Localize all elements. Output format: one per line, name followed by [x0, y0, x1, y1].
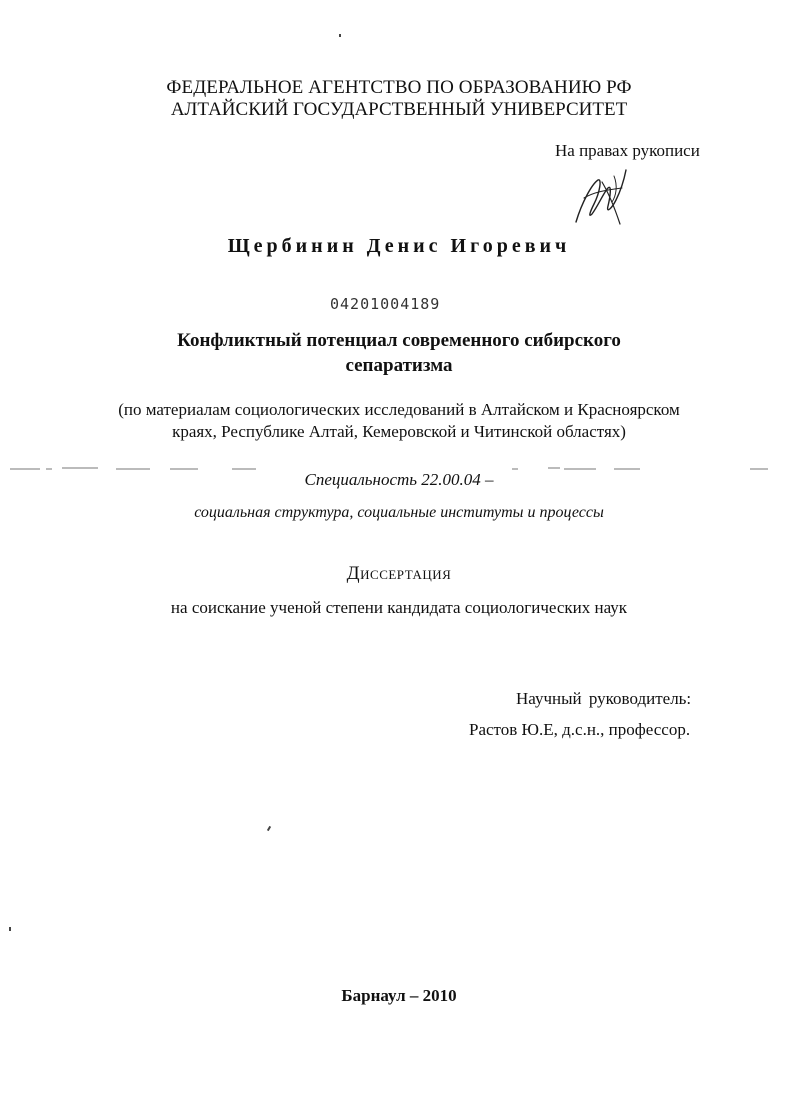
- scan-speck: [9, 927, 11, 931]
- manuscript-note: На правах рукописи: [555, 141, 700, 160]
- document-type: Диссертация: [346, 563, 452, 584]
- dissertation-title-line-1: Конфликтный потенциал современного сибирского: [177, 330, 621, 351]
- scan-speck: [339, 34, 341, 37]
- supervisor-label: Научный руководитель:: [516, 689, 692, 708]
- author-name: Щербинин Денис Игоревич: [227, 235, 571, 257]
- agency-name: ФЕДЕРАЛЬНОЕ АГЕНТСТВО ПО ОБРАЗОВАНИЮ РФ: [166, 77, 632, 98]
- subtitle-line-2: краях, Республике Алтай, Кемеровской и Читинской областях): [172, 422, 626, 441]
- university-name: АЛТАЙСКИЙ ГОСУДАРСТВЕННЫЙ УНИВЕРСИТЕТ: [170, 99, 628, 120]
- specialty-code: Специальность 22.00.04 –: [304, 470, 494, 489]
- handwritten-signature: [568, 162, 636, 232]
- dissertation-title-line-2: сепаратизма: [345, 355, 453, 376]
- subtitle-line-1: (по материалам социологических исследований в Алтайском и Красноярском: [118, 400, 680, 419]
- registration-number: 04201004189: [330, 295, 441, 313]
- degree-statement: на соискание ученой степени кандидата социологических наук: [170, 598, 628, 617]
- city-year: Барнаул – 2010: [341, 986, 457, 1005]
- specialty-name: социальная структура, социальные институты и процессы: [194, 504, 604, 521]
- supervisor-name: Растов Ю.Е, д.с.н., профессор.: [469, 720, 691, 739]
- scan-speck: [267, 826, 271, 831]
